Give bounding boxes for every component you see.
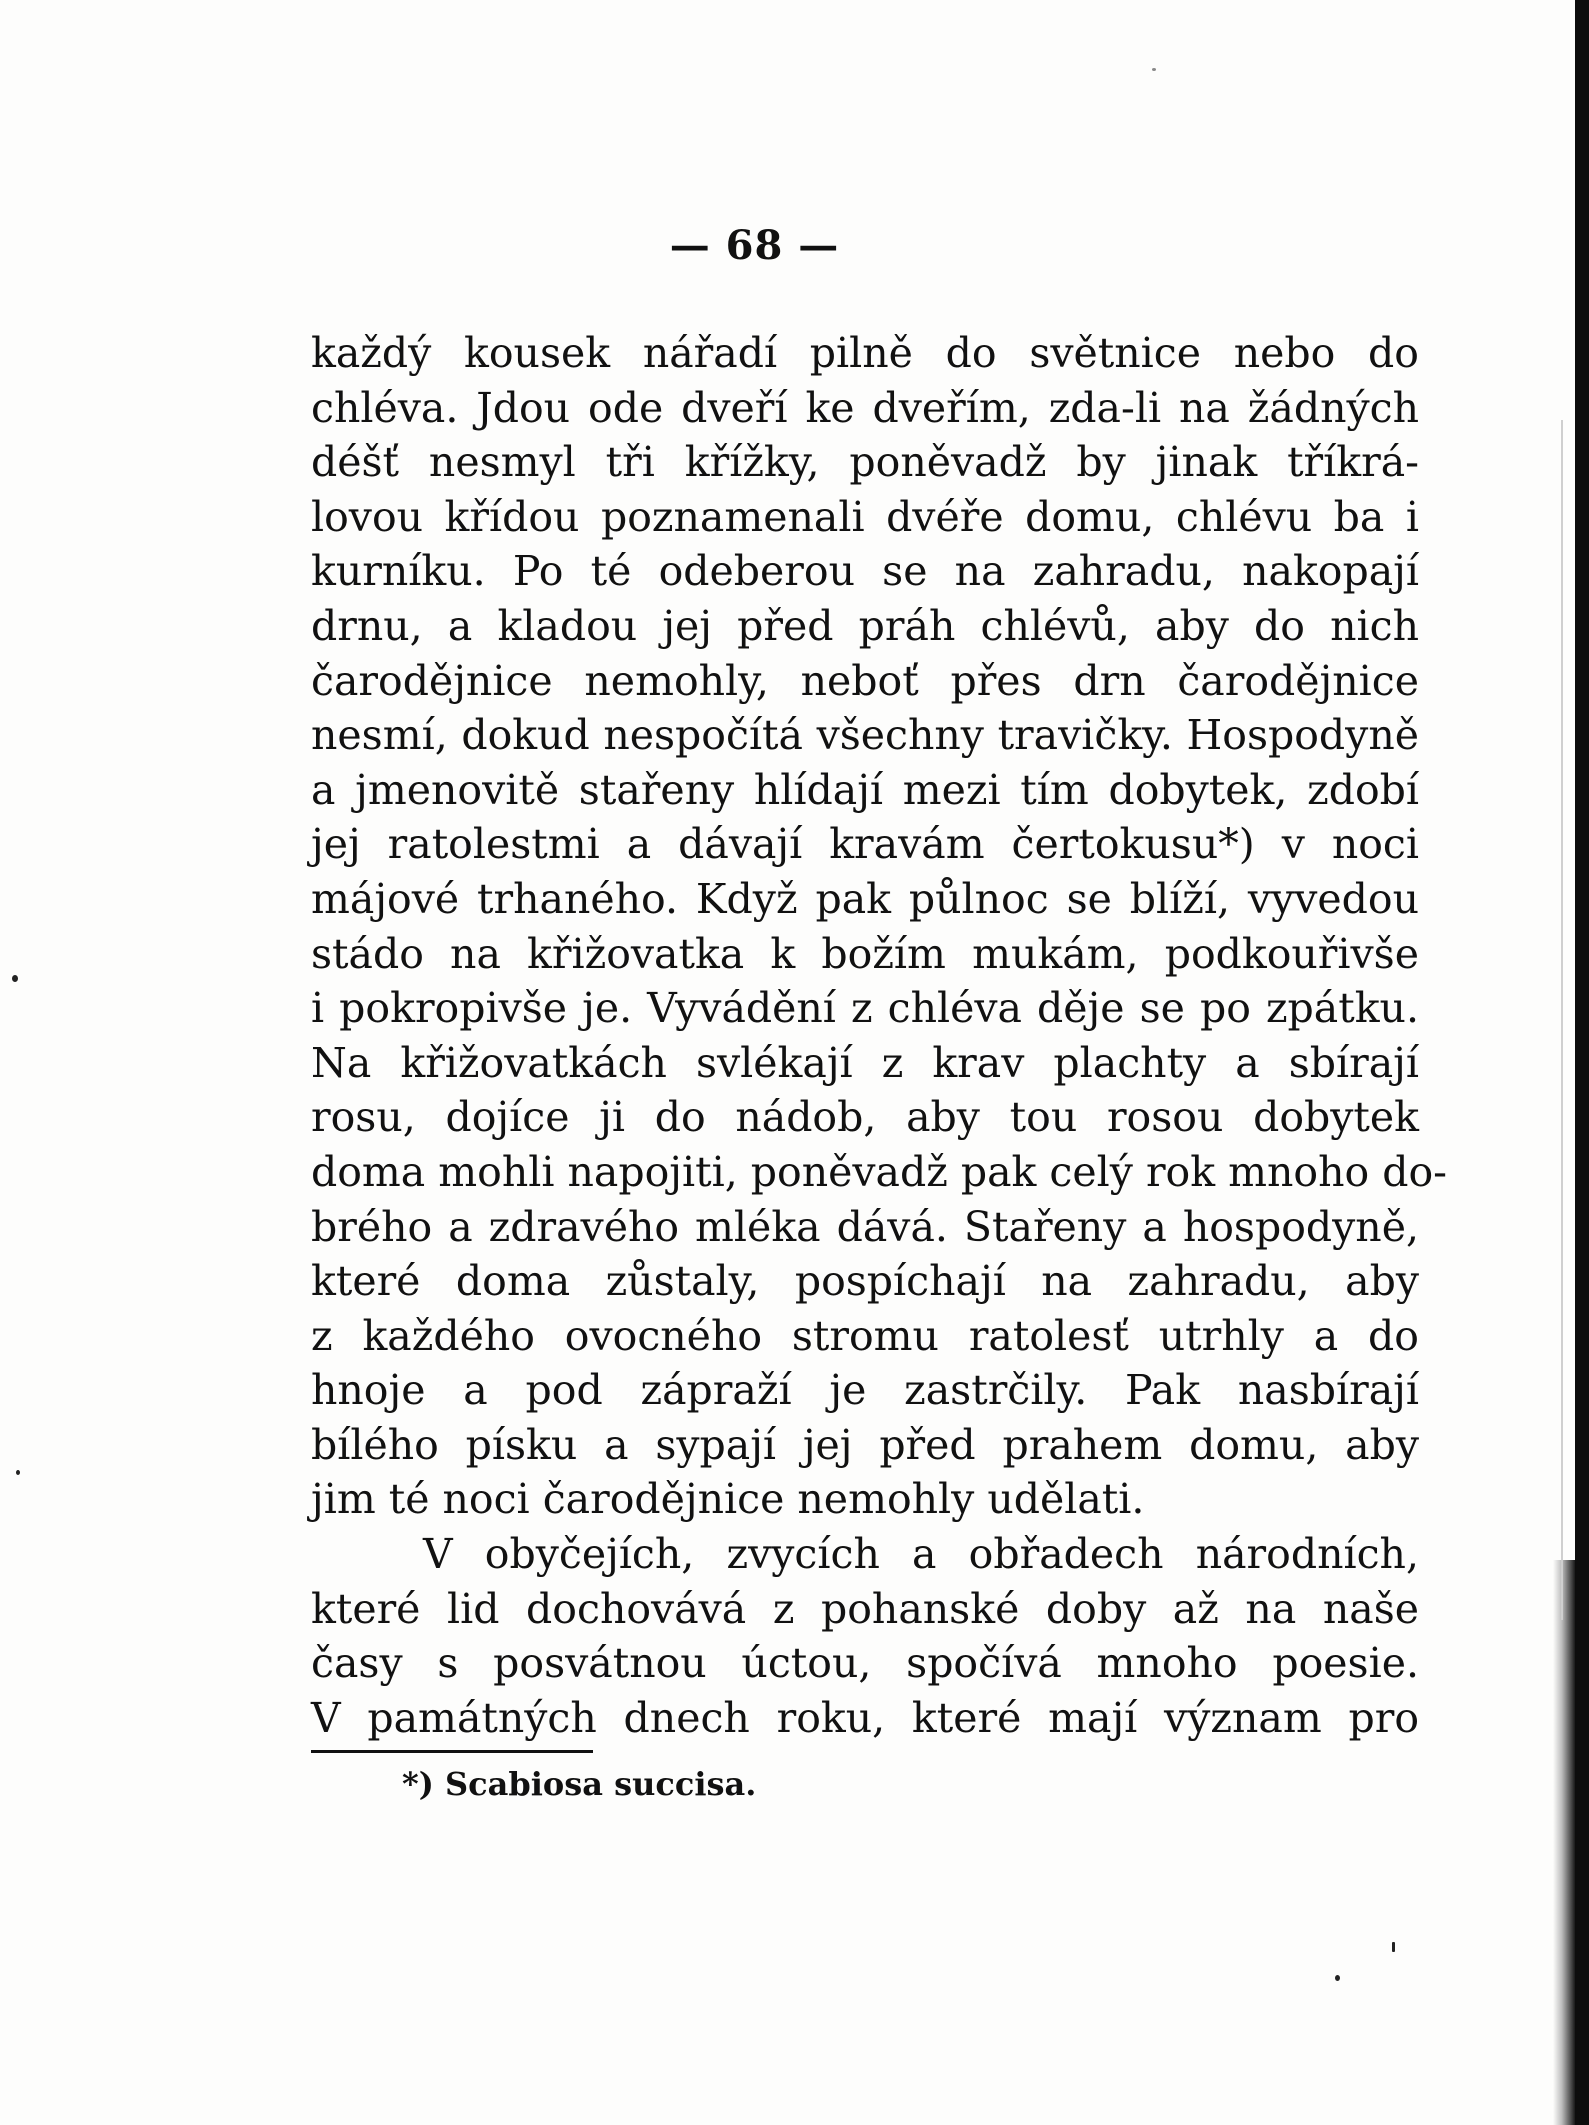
scan-speck bbox=[1392, 1942, 1395, 1952]
footnote-divider bbox=[311, 1750, 593, 1753]
text-line: stádo na křižovatka k božím mukám, podkouřivše bbox=[311, 929, 1419, 978]
text-line: májové trhaného. Když pak půlnoc se blíží, vyvedou bbox=[311, 874, 1419, 923]
scan-speck bbox=[16, 1470, 20, 1475]
text-line: rosu, dojíce ji do nádob, aby tou rosou dobytek bbox=[311, 1093, 1419, 1142]
text-line: doma mohli napojiti, poněvadž pak celý rok mnoho do- bbox=[311, 1147, 1447, 1196]
text-line: každý kousek nářadí pilně do světnice nebo do bbox=[311, 329, 1419, 377]
text-line: i pokropivše je. Vyvádění z chléva děje se po zpátku. bbox=[311, 984, 1419, 1033]
footnote: *) Scabiosa succisa. bbox=[402, 1765, 757, 1803]
text-line: déšť nesmyl tři křížky, poněvadž by jinak tříkrá- bbox=[311, 438, 1419, 487]
body-text bbox=[311, 326, 1447, 1745]
text-line: hnoje a pod zápraží je zastrčily. Pak nasbírají bbox=[311, 1366, 1419, 1415]
page-number-text: — 68 — bbox=[669, 222, 840, 269]
scan-speck bbox=[1152, 68, 1156, 71]
text-line: které doma zůstaly, pospíchají na zahradu, aby bbox=[311, 1257, 1419, 1306]
text-line-paragraph-start: V obyčejích, zvycích a obřadech národních, bbox=[423, 1530, 1419, 1579]
text-line: a jmenovitě stařeny hlídají mezi tím dobytek, zdobí bbox=[311, 765, 1419, 814]
text-line: Na křižovatkách svlékají z krav plachty a sbírají bbox=[311, 1038, 1419, 1087]
page-gutter-line bbox=[1561, 420, 1563, 1620]
text-line: jej ratolestmi a dávají kravám čertokusu*) v noci bbox=[311, 820, 1419, 869]
text-line: časy s posvátnou úctou, spočívá mnoho poesie. bbox=[311, 1639, 1419, 1688]
page-binding-shadow bbox=[1553, 1560, 1575, 2125]
text-line: kurníku. Po té odeberou se na zahradu, nakopají bbox=[311, 547, 1419, 596]
text-line: jim té noci čarodějnice nemohly udělati. bbox=[311, 1475, 1145, 1524]
text-line: nesmí, dokud nespočítá všechny travičky. Hospodyně bbox=[311, 711, 1419, 760]
text-line: čarodějnice nemohly, neboť přes drn čarodějnice bbox=[311, 656, 1419, 705]
text-line: brého a zdravého mléka dává. Stařeny a hospodyně, bbox=[311, 1202, 1419, 1251]
text-line: které lid dochovává z pohanské doby až na naše bbox=[311, 1584, 1419, 1633]
text-line: bílého písku a sypají jej před prahem domu, aby bbox=[311, 1420, 1419, 1469]
page-number bbox=[0, 222, 1589, 269]
text-line: lovou křídou poznamenali dvéře domu, chlévu ba i bbox=[311, 492, 1419, 541]
scan-speck bbox=[12, 975, 18, 982]
text-line: chléva. Jdou ode dveří ke dveřím, zda-li na žádných bbox=[311, 383, 1419, 432]
text-line: V památných dnech roku, které mají význam pro bbox=[311, 1693, 1419, 1742]
scan-speck bbox=[1335, 1975, 1340, 1981]
text-line: z každého ovocného stromu ratolesť utrhly a do bbox=[311, 1311, 1419, 1360]
text-line: drnu, a kladou jej před práh chlévů, aby do nich bbox=[311, 601, 1419, 650]
page-scan-edge bbox=[1575, 0, 1589, 2125]
